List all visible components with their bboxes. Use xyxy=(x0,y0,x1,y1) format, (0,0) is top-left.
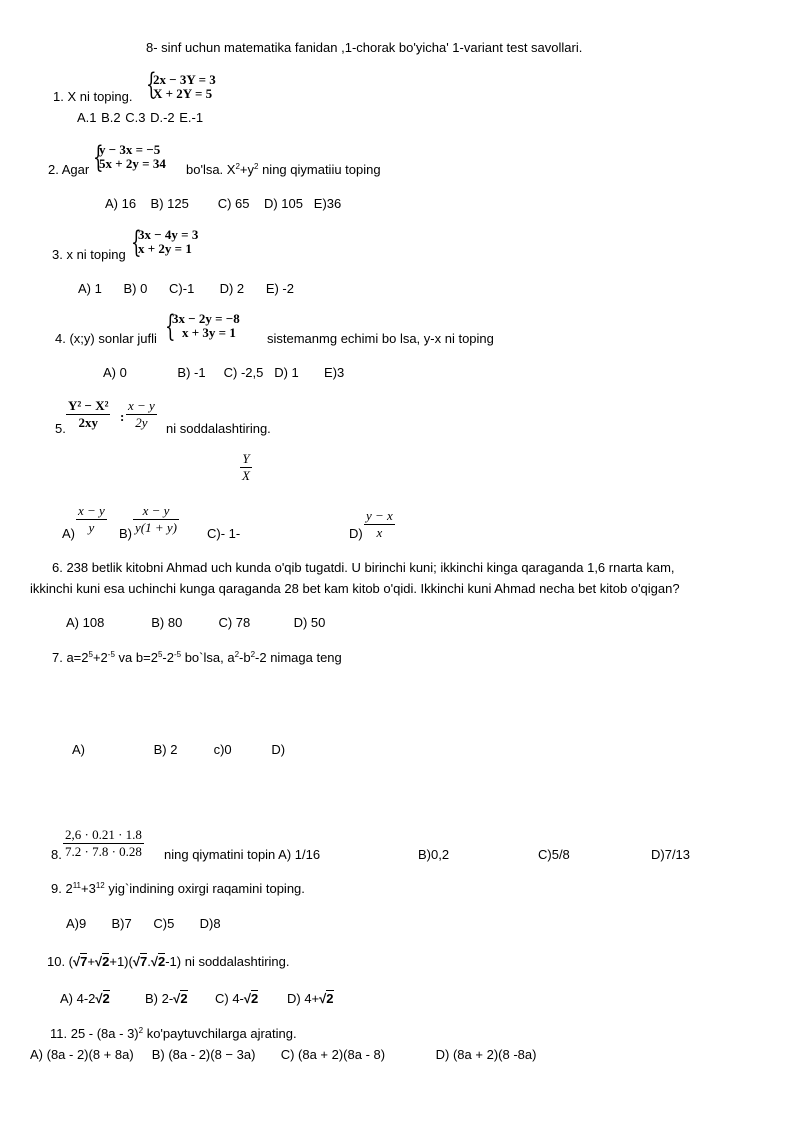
q2-text: bo'lsa. $X^2+y^2$ ning qiymatiiu toping xyxy=(186,162,381,177)
q10-option-a: A) 4-2√2 xyxy=(60,991,110,1006)
q1-options: A.1 B.2 C.3 D.-2 E.-1 xyxy=(77,110,204,125)
q5-option-c: C)- 1- xyxy=(207,526,241,541)
q2-brace: { xyxy=(93,140,104,175)
q4-eq2: x + 3y = 1 xyxy=(182,325,236,340)
q4-eq1: 3x − 2y = −8 xyxy=(172,311,240,326)
q3-label: 3. x ni toping xyxy=(52,247,126,262)
q1-system xyxy=(153,73,216,101)
q5-standalone-fraction: $\frac{Y}{X}$ xyxy=(242,451,250,483)
q4-text: sistemanmg echimi bo lsa, y-x ni toping xyxy=(267,331,494,346)
q9-options: A)9 B)7 C)5 D)8 xyxy=(66,916,221,931)
q5-text: ni soddalashtiring. xyxy=(166,421,271,436)
q2-label: 2. Agar xyxy=(48,162,90,177)
q3-system xyxy=(138,228,198,256)
q8-option-b: B)0,2 xyxy=(418,847,450,862)
q3-eq2: x + 2y = 1 xyxy=(138,241,192,256)
q5-option-b: $\frac{x - y}{y(1 + y)}$ xyxy=(135,503,177,535)
q5-option-a: $\frac{x - y}{y}$ xyxy=(78,503,105,535)
q11-question: 11. 25 - (8a - 3)$^2$ ko'paytuvchilarga ajrating. xyxy=(50,1026,297,1041)
q5-option-d: $\frac{y - x}{x}$ xyxy=(366,508,393,540)
q10-option-b: B) 2-√2 xyxy=(145,991,188,1006)
q1-brace: { xyxy=(146,67,157,102)
q7-options: A) B) 2 c)0 D) xyxy=(72,742,286,757)
page-title: 8- sinf uchun matematika fanidan ,1-chorak bo'yicha' 1-variant test savollari. xyxy=(146,40,583,55)
q6-line-2: ikkinchi kuni esa uchinchi kunga qaraganda 28 bet kam kitob o'qidi. Ikkinchi kuni Ahmad necha bet kitob o'qigan? xyxy=(30,581,680,596)
q5-option-a-label: A) xyxy=(62,526,75,541)
q6-line-1: 6. 238 betlik kitobni Ahmad uch kunda o'qib tugatdi. U birinchi kuni; ikkinchi kinga qaraganda 1,6 rnarta kam, xyxy=(52,560,675,575)
q8-option-c: C)5/8 xyxy=(538,847,570,862)
q8-option-d: D)7/13 xyxy=(651,847,691,862)
q11-options: A) (8a - 2)(8 + 8a) B) (8a - 2)(8 − 3a) C) (8a + 2)(8a - 8) D) (8a + 2)(8 -8a) xyxy=(30,1047,537,1062)
q1-label: 1. X ni toping. xyxy=(53,89,133,104)
q1-eq1: 2x − 3Y = 3 xyxy=(153,72,216,87)
q3-brace: { xyxy=(131,225,142,260)
q2-eq1: y − 3x = −5 xyxy=(99,142,161,157)
q10-option-c: C) 4-√2 xyxy=(215,991,259,1006)
q5-option-d-label: D) xyxy=(349,526,363,541)
q7-question: 7. $a=2^5+2^{-5}$ va $b=2^5-2^{-5}$ bo`lsa, $a^2-b^2-2$ nimaga teng xyxy=(52,650,342,665)
q4-options: A) 0 B) -1 C) -2,5 D) 1 E)3 xyxy=(103,365,345,380)
q8-fraction: $\frac{2,6 \cdot 0.21 \cdot 1.8}{7.2 \cdot 7.8 \cdot 0.28}$ xyxy=(65,827,142,859)
q10-question: 10. (√7+√2+1)(√7.√2-1) ni soddalashtiring. xyxy=(47,954,290,969)
q10-option-d: D) 4+√2 xyxy=(287,991,334,1006)
q6-options: A) 108 B) 80 C) 78 D) 50 xyxy=(66,615,326,630)
q4-system xyxy=(172,312,240,340)
q2-system xyxy=(99,143,166,171)
q9-question: 9. $2^{11}+3^{12}$ yig`indining oxirgi raqamini toping. xyxy=(51,881,305,896)
q3-eq1: 3x − 4y = 3 xyxy=(138,227,199,242)
q2-options: A) 16 B) 125 C) 65 D) 105 E)36 xyxy=(105,196,342,211)
q4-brace: { xyxy=(165,309,176,344)
q5-fraction-2: $\frac{x - y}{2y}$ xyxy=(128,398,155,430)
q1-eq2: X + 2Y = 5 xyxy=(153,86,213,101)
q5-fraction-1: $\frac{\text{Y² − X²}}{2xy}$ xyxy=(68,398,109,430)
q5-option-b-label: B) xyxy=(119,526,132,541)
q5-colon: : xyxy=(120,409,125,424)
q8-label: 8. xyxy=(51,847,62,862)
q2-eq2: 5x + 2y = 34 xyxy=(99,156,166,171)
q4-label: 4. (x;y) sonlar jufli xyxy=(55,331,157,346)
q5-label: 5. xyxy=(55,421,66,436)
q3-options: A) 1 B) 0 C)-1 D) 2 E) -2 xyxy=(78,281,294,296)
q8-text: ning qiymatini topin A) 1/16 xyxy=(164,847,321,862)
